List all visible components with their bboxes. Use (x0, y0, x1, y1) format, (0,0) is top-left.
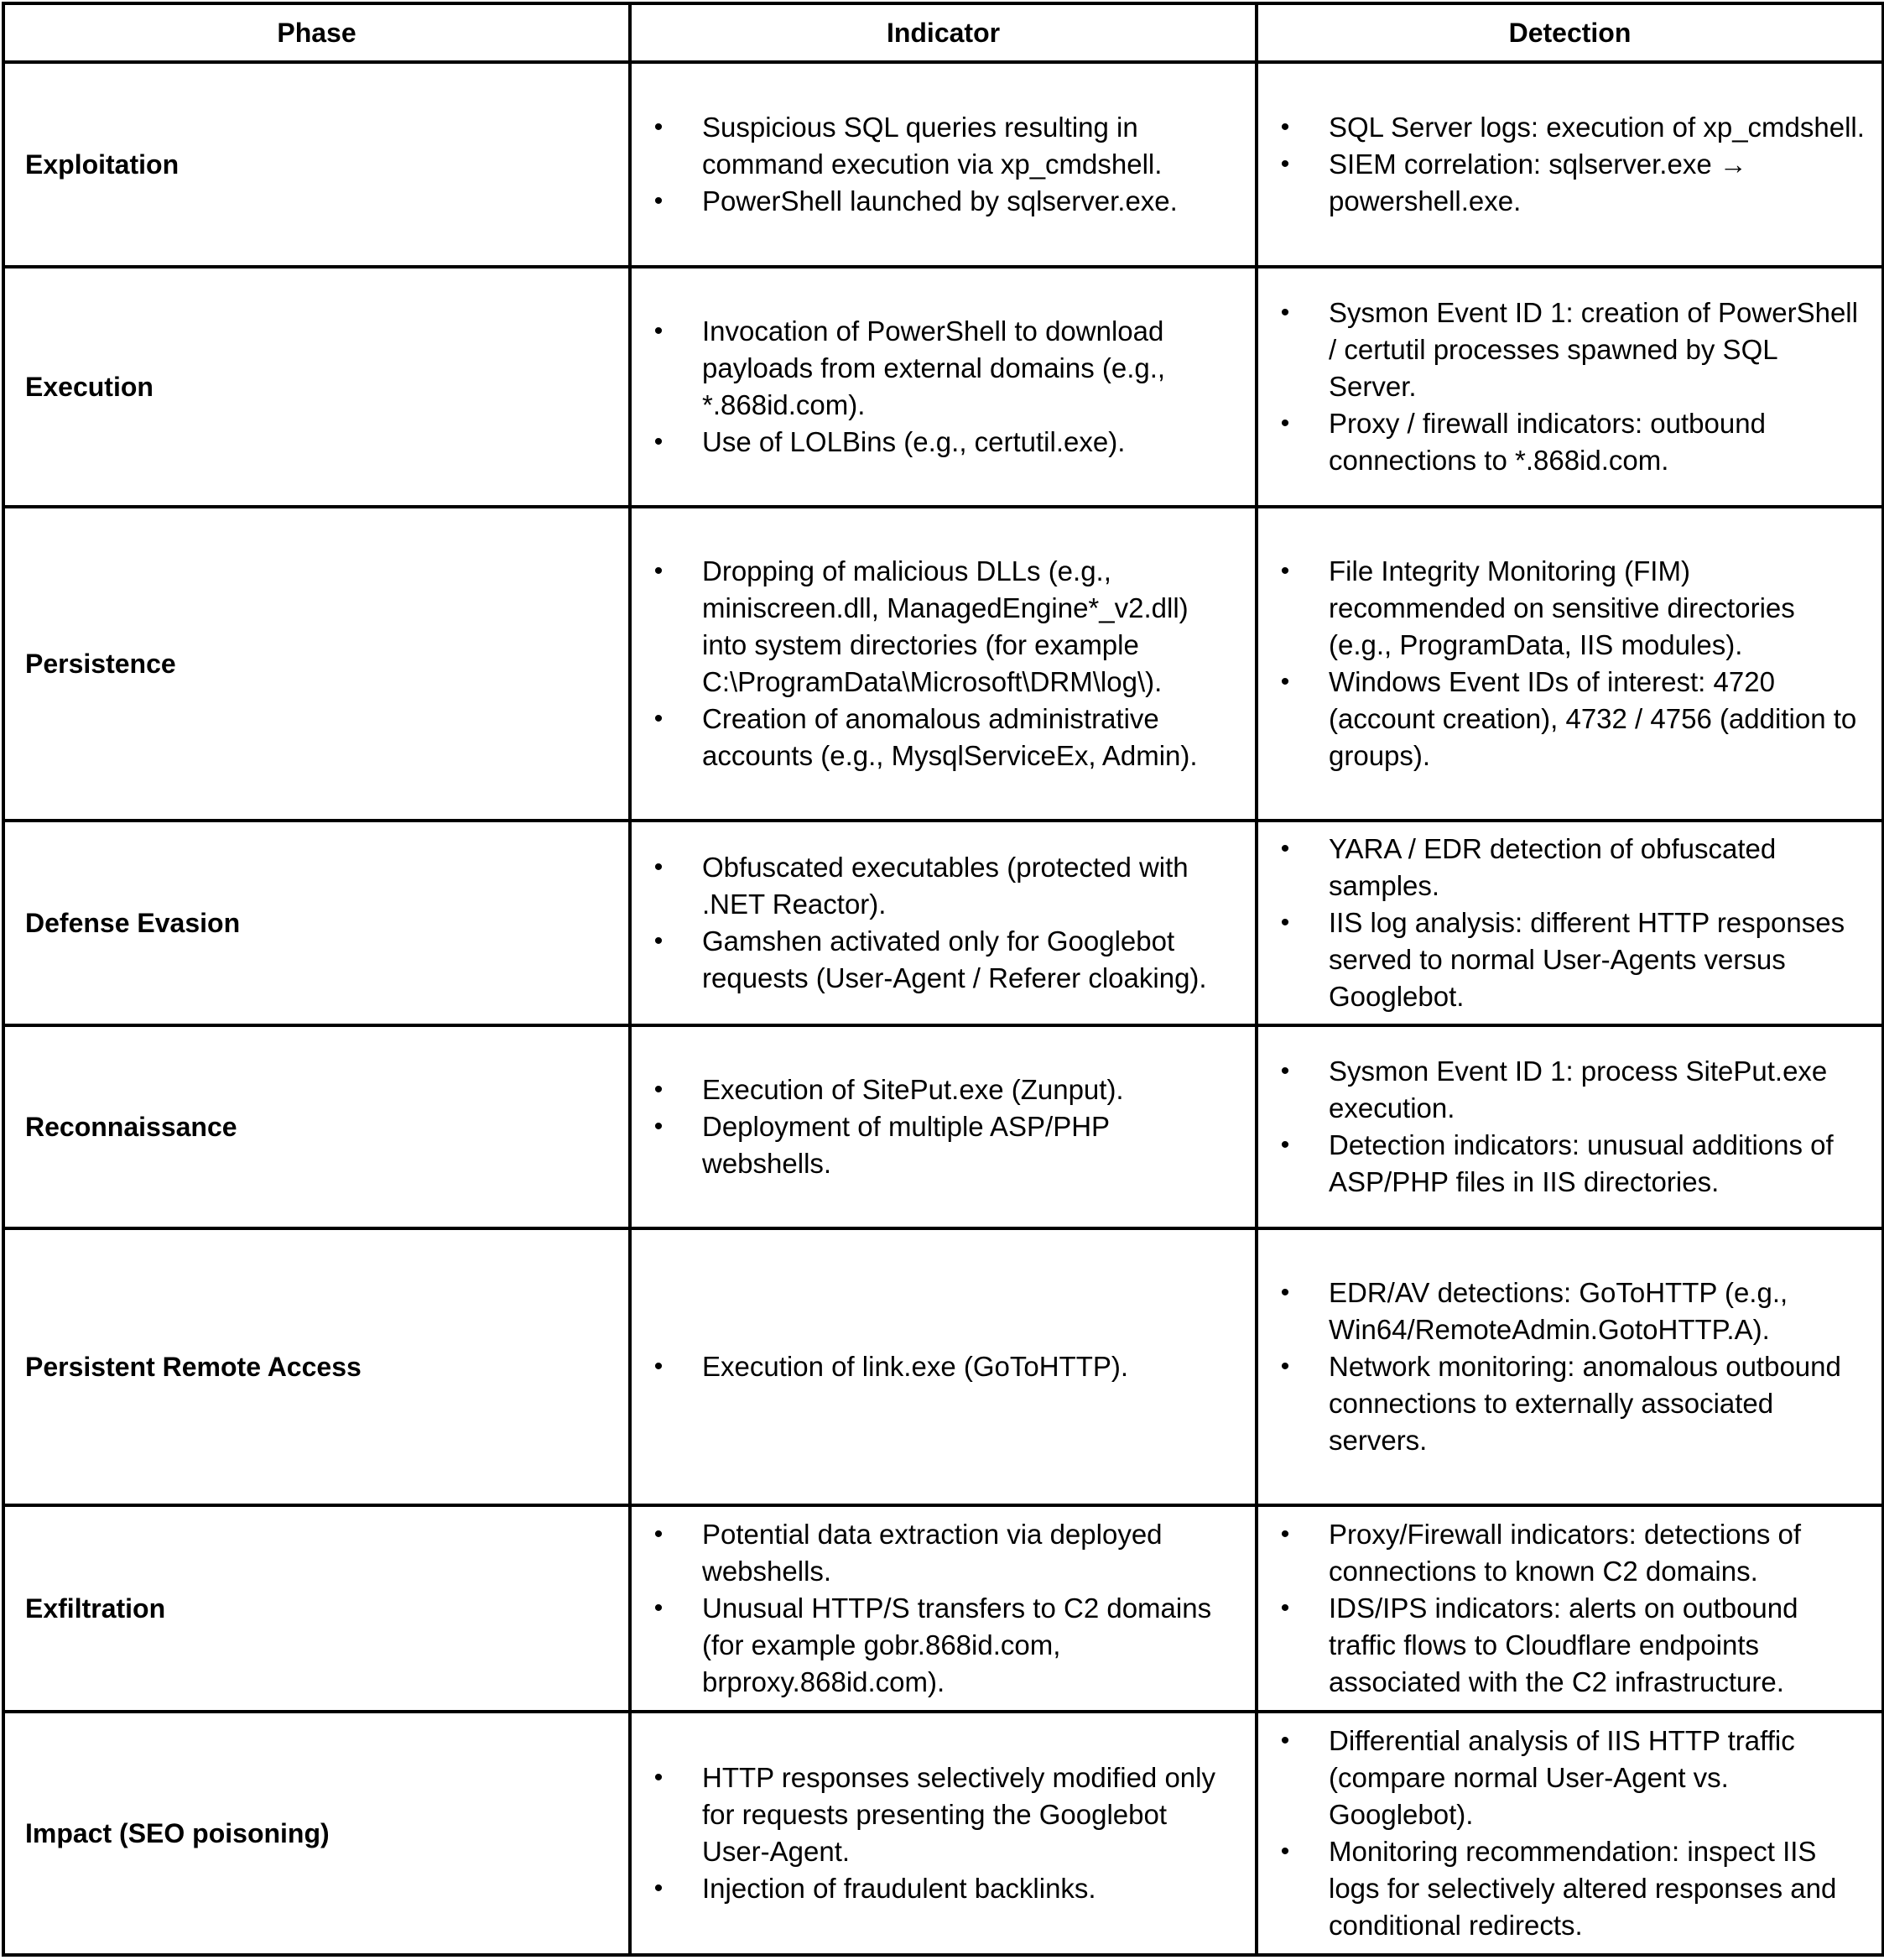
list-item (1258, 109, 1865, 146)
indicator-cell (630, 1025, 1257, 1228)
detection-cell (1257, 821, 1883, 1025)
detection-list (1258, 831, 1865, 1015)
bullet-icon: • (1280, 1279, 1290, 1306)
bullet-icon: • (653, 113, 664, 141)
indicator-list (632, 1516, 1238, 1701)
list-item (1258, 1723, 1865, 1833)
indicator-list (632, 1348, 1238, 1385)
list-item (632, 923, 1238, 997)
table-row (3, 267, 1883, 507)
indicator-list (632, 1759, 1238, 1907)
indicator-text: Execution of link.exe (GoToHTTP). (702, 1351, 1129, 1382)
bullet-icon: • (1280, 150, 1290, 178)
list-item (632, 1590, 1238, 1701)
list-item (632, 424, 1238, 461)
indicator-text: Execution of SitePut.exe (Zunput). (702, 1074, 1124, 1105)
list-item (632, 1759, 1238, 1870)
detection-text: Sysmon Event ID 1: process SitePut.exe execution. (1329, 1056, 1828, 1123)
bullet-icon: • (653, 1353, 664, 1380)
indicator-text: Unusual HTTP/S transfers to C2 domains (for example gobr.868id.com, brproxy.868id.com). (702, 1592, 1212, 1697)
list-item (632, 109, 1238, 183)
detection-text: EDR/AV detections: GoToHTTP (e.g., Win64/RemoteAdmin.GotoHTTP.A). (1329, 1277, 1788, 1345)
indicator-cell (630, 267, 1257, 507)
indicator-cell (630, 1228, 1257, 1505)
phase-cell: Execution (3, 267, 630, 507)
indicator-text: Potential data extraction via deployed webshells. (702, 1519, 1163, 1587)
table-row (3, 821, 1883, 1025)
indicator-list (632, 313, 1238, 461)
indicators-detection-table (2, 2, 1884, 1957)
bullet-icon: • (653, 557, 664, 585)
indicator-list (632, 849, 1238, 997)
bullet-icon: • (653, 187, 664, 215)
detection-text: Detection indicators: unusual additions of ASP/PHP files in IIS directories. (1329, 1129, 1834, 1197)
indicator-text: Suspicious SQL queries resulting in command execution via xp_cmdshell. (702, 112, 1163, 180)
detection-cell (1257, 1025, 1883, 1228)
indicator-text: Dropping of malicious DLLs (e.g., miniscreen.dll, ManagedEngine*_v2.dll) into system directories (for example C:\ProgramData\Microsoft\DRM\log\). (702, 555, 1189, 697)
detection-list (1258, 1516, 1865, 1701)
bullet-icon: • (653, 1076, 664, 1103)
phase-cell: Exploitation (3, 62, 630, 267)
detection-cell (1257, 1712, 1883, 1955)
detection-text: Proxy / firewall indicators: outbound connections to *.868id.com. (1329, 408, 1766, 476)
detection-text: Sysmon Event ID 1: creation of PowerShell / certutil processes spawned by SQL Server. (1329, 297, 1858, 402)
list-item (632, 1870, 1238, 1907)
table-row (3, 1025, 1883, 1228)
list-item (1258, 295, 1865, 405)
list-item (632, 1348, 1238, 1385)
bullet-icon: • (1280, 909, 1290, 936)
bullet-icon: • (1280, 1838, 1290, 1865)
bullet-icon: • (1280, 299, 1290, 326)
list-item (632, 313, 1238, 424)
detection-list (1258, 553, 1865, 774)
table-body (3, 62, 1883, 1955)
header-detection: Detection (1257, 3, 1883, 62)
phase-cell: Persistence (3, 507, 630, 821)
table-row (3, 62, 1883, 267)
list-item (1258, 146, 1865, 220)
bullet-icon: • (1280, 409, 1290, 437)
header-phase: Phase (3, 3, 630, 62)
list-item (1258, 1516, 1865, 1590)
list-item (1258, 831, 1865, 904)
indicator-text: HTTP responses selectively modified only for requests presenting the Googlebot User-Agent. (702, 1762, 1215, 1867)
detection-text: Network monitoring: anomalous outbound connections to externally associated servers. (1329, 1351, 1841, 1456)
header-row (3, 3, 1883, 62)
bullet-icon: • (653, 1594, 664, 1622)
detection-list (1258, 1275, 1865, 1459)
list-item (1258, 1053, 1865, 1127)
list-item (1258, 1127, 1865, 1201)
detection-text: File Integrity Monitoring (FIM) recommended on sensitive directories (e.g., ProgramData, IIS modules). (1329, 555, 1795, 660)
list-item (632, 701, 1238, 774)
indicator-list (632, 1071, 1238, 1182)
table-row (3, 1712, 1883, 1955)
detection-text: IIS log analysis: different HTTP responses served to normal User-Agents versus Googlebot. (1329, 907, 1845, 1012)
detection-text: Proxy/Firewall indicators: detections of connections to known C2 domains. (1329, 1519, 1802, 1587)
bullet-icon: • (653, 705, 664, 732)
bullet-icon: • (1280, 557, 1290, 585)
list-item (1258, 664, 1865, 774)
table-header (3, 3, 1883, 62)
bullet-icon: • (1280, 1353, 1290, 1380)
indicator-text: Invocation of PowerShell to download payloads from external domains (e.g., *.868id.com). (702, 315, 1166, 420)
list-item (1258, 1348, 1865, 1459)
detection-cell (1257, 267, 1883, 507)
detection-cell (1257, 1228, 1883, 1505)
phase-cell: Impact (SEO poisoning) (3, 1712, 630, 1955)
detection-cell (1257, 62, 1883, 267)
phase-cell: Persistent Remote Access (3, 1228, 630, 1505)
detection-text: SQL Server logs: execution of xp_cmdshell. (1329, 112, 1865, 143)
indicator-list (632, 109, 1238, 220)
table-row (3, 1228, 1883, 1505)
bullet-icon: • (1280, 1594, 1290, 1622)
detection-text: Differential analysis of IIS HTTP traffic (compare normal User-Agent vs. Googlebot). (1329, 1725, 1795, 1830)
detection-cell (1257, 1505, 1883, 1712)
list-item (1258, 1833, 1865, 1944)
indicator-text: Injection of fraudulent backlinks. (702, 1873, 1096, 1904)
indicator-cell (630, 1505, 1257, 1712)
indicator-cell (630, 62, 1257, 267)
bullet-icon: • (1280, 1727, 1290, 1754)
indicator-text: Gamshen activated only for Googlebot requests (User-Agent / Referer cloaking). (702, 925, 1207, 993)
bullet-icon: • (1280, 668, 1290, 696)
bullet-icon: • (653, 1113, 664, 1140)
bullet-icon: • (653, 428, 664, 456)
bullet-icon: • (1280, 1520, 1290, 1548)
detection-text: SIEM correlation: sqlserver.exe → powershell.exe. (1329, 149, 1747, 216)
list-item (1258, 904, 1865, 1015)
detection-text: IDS/IPS indicators: alerts on outbound traffic flows to Cloudflare endpoints associated with the C2 infrastructure. (1329, 1592, 1798, 1697)
list-item (1258, 1275, 1865, 1348)
detection-text: Windows Event IDs of interest: 4720 (account creation), 4732 / 4756 (addition to groups). (1329, 666, 1857, 771)
list-item (1258, 1590, 1865, 1701)
detection-list (1258, 1723, 1865, 1944)
phase-cell: Reconnaissance (3, 1025, 630, 1228)
detection-text: Monitoring recommendation: inspect IIS logs for selectively altered responses and conditional redirects. (1329, 1836, 1837, 1941)
list-item (1258, 405, 1865, 479)
list-item (1258, 553, 1865, 664)
list-item (632, 183, 1238, 220)
bullet-icon: • (1280, 1057, 1290, 1085)
list-item (632, 1071, 1238, 1108)
detection-cell (1257, 507, 1883, 821)
detection-text: YARA / EDR detection of obfuscated samples. (1329, 833, 1777, 901)
indicator-cell (630, 821, 1257, 1025)
indicator-text: Use of LOLBins (e.g., certutil.exe). (702, 426, 1126, 457)
detection-list (1258, 1053, 1865, 1201)
bullet-icon: • (1280, 113, 1290, 141)
list-item (632, 1108, 1238, 1182)
bullet-icon: • (653, 927, 664, 955)
list-item (632, 1516, 1238, 1590)
table-row (3, 1505, 1883, 1712)
detection-list (1258, 109, 1865, 220)
phase-cell: Defense Evasion (3, 821, 630, 1025)
indicator-text: PowerShell launched by sqlserver.exe. (702, 185, 1178, 216)
indicator-text: Obfuscated executables (protected with .NET Reactor). (702, 852, 1189, 920)
indicator-list (632, 553, 1238, 774)
bullet-icon: • (653, 1874, 664, 1902)
detection-list (1258, 295, 1865, 479)
bullet-icon: • (653, 853, 664, 881)
list-item (632, 553, 1238, 701)
header-indicator: Indicator (630, 3, 1257, 62)
table-row (3, 507, 1883, 821)
bullet-icon: • (653, 1764, 664, 1791)
indicator-text: Creation of anomalous administrative accounts (e.g., MysqlServiceEx, Admin). (702, 703, 1198, 771)
phase-cell: Exfiltration (3, 1505, 630, 1712)
bullet-icon: • (1280, 835, 1290, 863)
indicator-cell (630, 507, 1257, 821)
list-item (632, 849, 1238, 923)
bullet-icon: • (1280, 1131, 1290, 1159)
indicator-cell (630, 1712, 1257, 1955)
bullet-icon: • (653, 1520, 664, 1548)
indicator-text: Deployment of multiple ASP/PHP webshells. (702, 1111, 1110, 1179)
bullet-icon: • (653, 317, 664, 345)
